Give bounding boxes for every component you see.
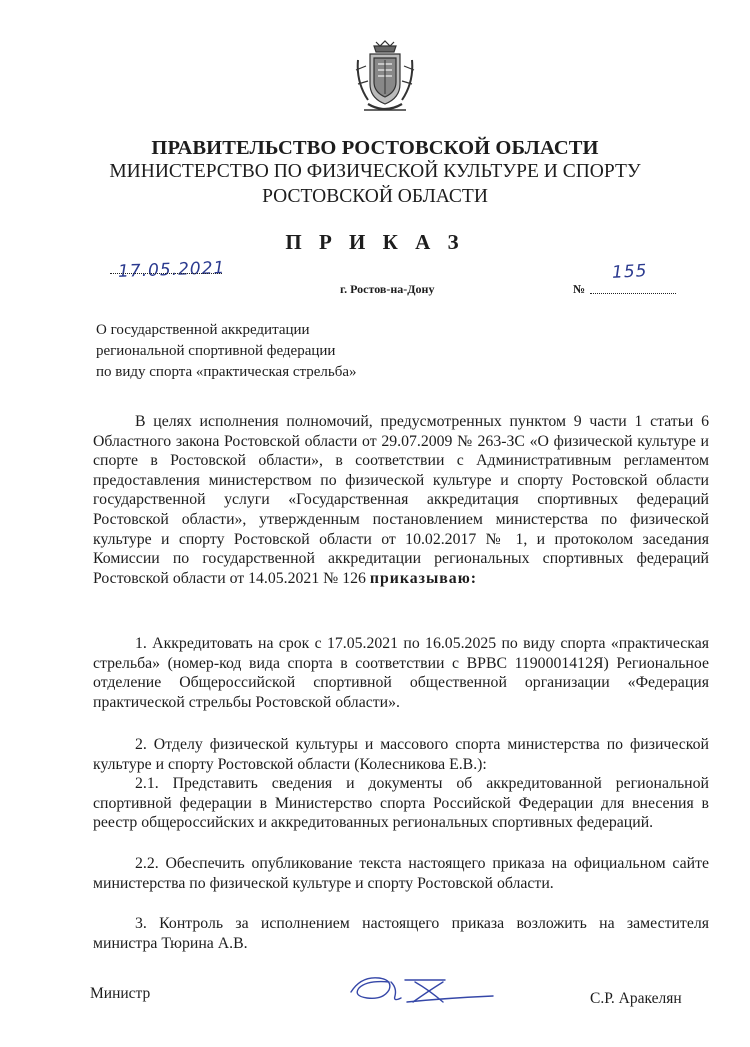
order-item-2-1 <box>93 774 709 833</box>
order-command: приказываю: <box>369 569 478 587</box>
date-dotted-line <box>110 273 222 274</box>
order-item-1-text: 1. Аккредитовать на срок с 17.05.2021 по 16.05.2025 по виду спорта «практическая стрельба» (номер-код вида спорта в соответствии с ВРВС 1190001412Я) Региональное отделение Общероссийской спортивной общественной организации «Федерация практической стрельбы Ростовской области». <box>93 635 709 711</box>
ministry-name-line2: РОСТОВСКОЙ ОБЛАСТИ <box>262 186 488 207</box>
coat-of-arms-icon <box>354 40 416 116</box>
order-subject <box>96 320 357 383</box>
order-item-2-2-text: 2.2. Обеспечить опубликование текста настоящего приказа на официальном сайте министерства по физической культуре и спорту Ростовской области. <box>93 855 709 892</box>
subject-line: по виду спорта «практическая стрельба» <box>96 364 357 380</box>
preamble-text: В целях исполнения полномочий, предусмотренных пунктом 9 части 1 статьи 6 Областного закона Ростовской области от 29.07.2009 № 263-ЗС «О физической культуре и спорте в Ростовской области», в соответствии с Административным регламентом предоставления министерством по физической культуре и спорту Ростовской области государственной услуги «Государственная аккредитация спортивных федераций Ростовской области», утвержденным постановлением министерства по физической культуре и спорту Ростовской области от 10.02.2017 № 1, и протоколом заседания Комиссии по государственной аккредитации региональных спортивных федераций Ростовской области от 14.05.2021 № 126 <box>93 413 709 587</box>
order-item-2-text: 2. Отделу физической культуры и массового спорта министерства по физической культуре и спорту Ростовской области (Колесникова Е.В.): <box>93 736 709 773</box>
ministry-name-line1: МИНИСТЕРСТВО ПО ФИЗИЧЕСКОЙ КУЛЬТУРЕ И СПОРТУ <box>109 161 641 182</box>
order-item-3 <box>93 914 709 953</box>
order-item-2-2 <box>93 854 709 893</box>
order-number-label: № <box>573 282 586 296</box>
signature-icon <box>345 972 497 1006</box>
government-name: ПРАВИТЕЛЬСТВО РОСТОВСКОЙ ОБЛАСТИ <box>151 137 599 159</box>
signer-name: С.Р. Аракелян <box>590 990 682 1007</box>
order-item-3-text: 3. Контроль за исполнением настоящего приказа возложить на заместителя министра Тюрина А.В. <box>93 915 709 952</box>
preamble-paragraph <box>93 412 709 588</box>
order-item-1 <box>93 634 709 712</box>
subject-line: региональной спортивной федерации <box>96 343 336 359</box>
order-item-2-1-text: 2.1. Представить сведения и документы об аккредитованной региональной спортивной федерации в Министерство спорта Российской Федерации для внесения в реестр общероссийских и аккредитованных региональных спортивных федераций. <box>93 775 709 832</box>
signer-position: Министр <box>90 985 151 1002</box>
order-date: 17.05.2021 <box>117 258 226 282</box>
subject-line: О государственной аккредитации <box>96 322 310 338</box>
number-dotted-line <box>590 293 676 294</box>
order-item-2 <box>93 735 709 774</box>
order-city: г. Ростов-на-Дону <box>340 282 435 296</box>
order-number: 155 <box>611 261 648 283</box>
order-title: П Р И К А З <box>285 230 465 254</box>
